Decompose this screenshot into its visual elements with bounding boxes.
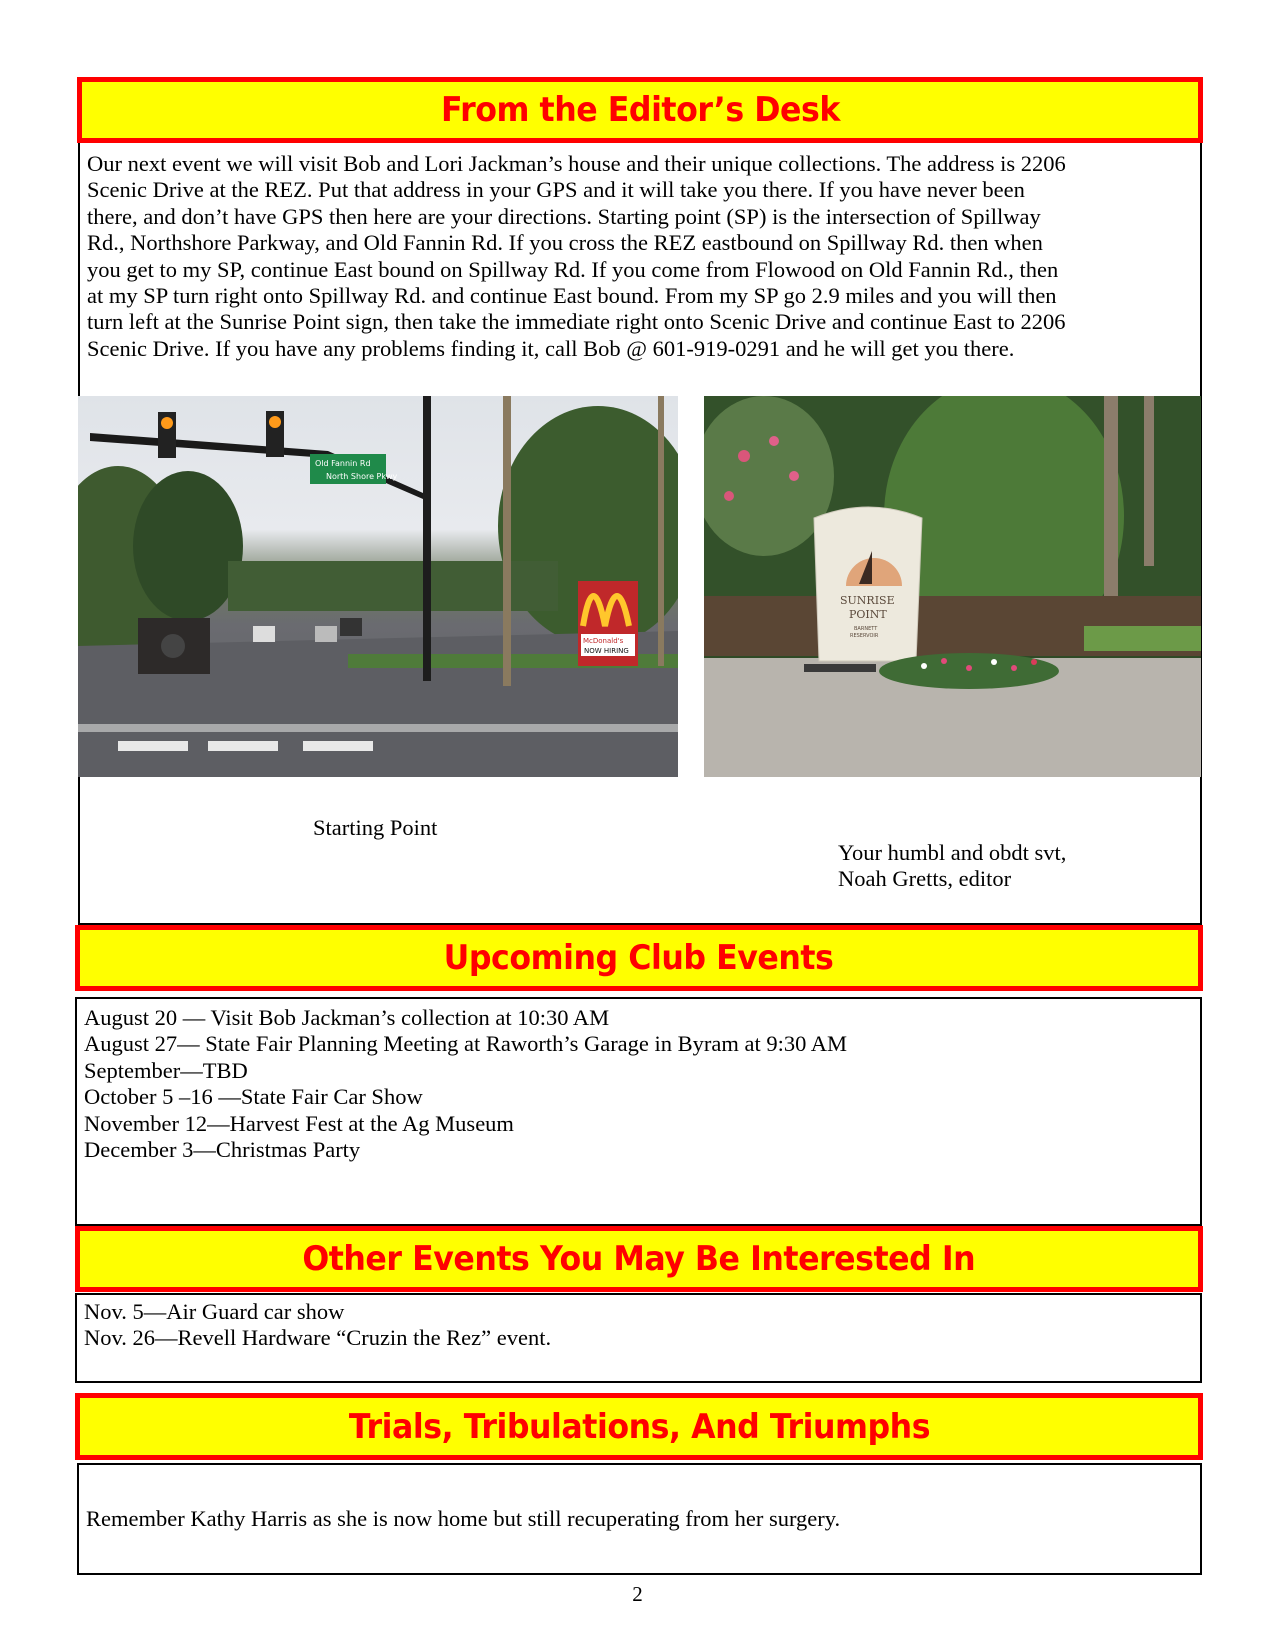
article-line: Scenic Drive at the REZ. Put that address in your GPS and it will take you there. If you have never been — [87, 177, 1025, 203]
signature-name: Noah Gretts, editor — [838, 866, 1012, 892]
article-line: you get to my SP, continue East bound on Spillway Rd. If you come from Flowood on Old Fannin Rd., then — [87, 256, 1059, 282]
editor-article-text — [87, 151, 1202, 362]
event-item: August 27— State Fair Planning Meeting at Raworth’s Garage in Byram at 9:30 AM — [84, 1031, 848, 1057]
event-item: October 5 –16 —State Fair Car Show — [84, 1084, 423, 1110]
sign-text: POINT — [849, 608, 887, 621]
other-events-section-header — [75, 1226, 1203, 1292]
editor-signature — [838, 840, 1066, 893]
club-events-box — [75, 997, 1202, 1226]
street-sign-text: North Shore Pkwy — [326, 472, 398, 481]
street-sign-text: Old Fannin Rd — [315, 459, 371, 468]
other-event-item: Nov. 26—Revell Hardware “Cruzin the Rez” event. — [84, 1325, 552, 1351]
article-line: Rd., Northshore Parkway, and Old Fannin Rd. If you cross the REZ eastbound on Spillway Rd. then when — [87, 230, 1043, 256]
article-line: Scenic Drive. If you have any problems finding it, call Bob @ 601-919-0291 and he will get you there. — [87, 335, 1015, 361]
event-item: November 12—Harvest Fest at the Ag Museum — [84, 1110, 514, 1136]
trials-section-header — [75, 1393, 1203, 1460]
article-line: at my SP turn right onto Spillway Rd. and continue East bound. From my SP go 2.9 miles and you will then — [87, 283, 1057, 309]
club-events-section-title: Upcoming Club Events — [444, 938, 834, 978]
photo-sunrise-point-sign — [704, 396, 1201, 777]
article-line: Our next event we will visit Bob and Lori Jackman’s house and their unique collections. The address is 2206 — [87, 151, 1066, 176]
store-sign-text: McDonald's — [583, 637, 624, 645]
trials-section-title: Trials, Tribulations, And Triumphs — [348, 1406, 930, 1447]
other-events-box — [75, 1293, 1202, 1383]
article-line: there, and don’t have GPS then here are your directions. Starting point (SP) is the intersection of Spillway — [87, 203, 1041, 229]
other-events-section-title: Other Events You May Be Interested In — [302, 1239, 976, 1279]
other-event-item: Nov. 5—Air Guard car show — [84, 1299, 345, 1324]
sign-text: SUNRISE — [840, 594, 895, 607]
article-line: turn left at the Sunrise Point sign, then take the immediate right onto Scenic Drive and continue East to 2206 — [87, 309, 1066, 335]
event-item: August 20 — Visit Bob Jackman’s collection at 10:30 AM — [84, 1005, 610, 1030]
sign-text: BARNETT — [854, 626, 878, 632]
event-item: December 3—Christmas Party — [84, 1137, 361, 1163]
intersection-photo-illustration — [78, 396, 678, 777]
editor-section-title: From the Editor’s Desk — [440, 90, 840, 130]
photo-caption-starting-point: Starting Point — [313, 815, 438, 840]
signature-line: Your humbl and obdt svt, — [838, 840, 1067, 865]
editor-section-header — [77, 77, 1203, 143]
sunrise-point-photo-illustration — [704, 396, 1201, 777]
trials-text: Remember Kathy Harris as she is now home but still recuperating from her surgery. — [86, 1505, 841, 1531]
store-sign-text: NOW HIRING — [584, 647, 629, 655]
trials-box — [77, 1463, 1202, 1575]
page-number: 2 — [632, 1582, 643, 1606]
sign-text: RESERVOIR — [850, 633, 879, 639]
event-item: September—TBD — [84, 1057, 248, 1083]
club-events-section-header — [75, 925, 1203, 991]
photo-starting-point-intersection — [78, 396, 678, 777]
